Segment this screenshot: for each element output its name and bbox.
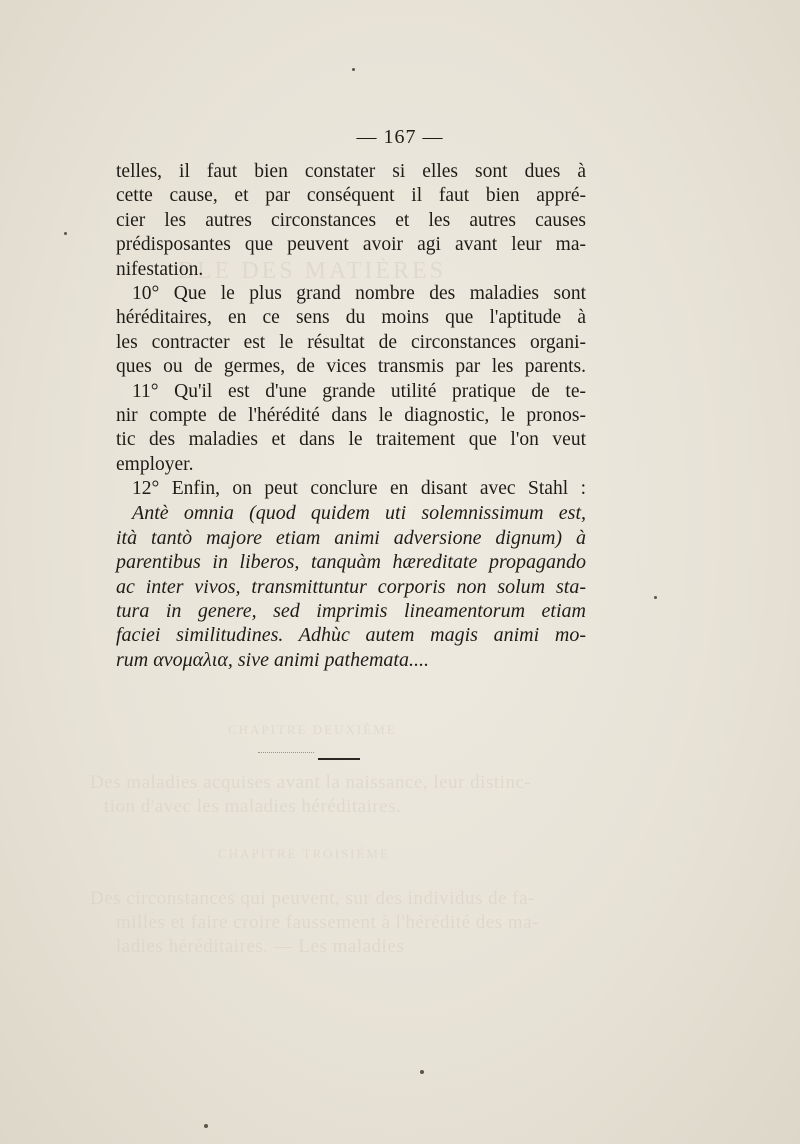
page-number: — 167 — xyxy=(356,126,444,148)
paper-speck xyxy=(352,68,355,71)
show-through-line: tion d'avec les maladies héréditaires. xyxy=(104,796,402,817)
paper-speck xyxy=(654,596,657,599)
paper-speck xyxy=(204,1124,208,1128)
text-line: 10° Que le plus grand nombre des maladies sont xyxy=(132,282,586,304)
paper-speck xyxy=(64,232,67,235)
text-line: nifestation. xyxy=(116,258,204,280)
text-line: 12° Enfin, on peut conclure en disant avec Stahl : xyxy=(132,478,586,500)
text-line: héréditaires, en ce sens du moins que l'aptitude à xyxy=(116,307,586,329)
text-line: nir compte de l'hérédité dans le diagnostic, le pronos- xyxy=(116,404,586,426)
divider-dots xyxy=(258,752,314,753)
text-line: prédisposantes que peuvent avoir agi avant leur ma- xyxy=(116,234,586,256)
text-line: ques ou de germes, de vices transmis par les parents. xyxy=(116,356,586,378)
text-line: 11° Qu'il est d'une grande utilité pratique de te- xyxy=(132,380,586,402)
show-through-line: Des maladies acquises avant la naissance, leur distinc- xyxy=(90,772,532,793)
text-line: les contracter est le résultat de circonstances organi- xyxy=(116,331,586,353)
show-through-line: Des circonstances qui peuvent, sur des individus de fa- xyxy=(90,888,535,909)
show-through-line: ladies héréditaires. — Les maladies xyxy=(116,936,405,957)
text-line: telles, il faut bien constater si elles sont dues à xyxy=(116,161,586,182)
text-line: cier les autres circonstances et les autres causes xyxy=(116,209,586,231)
quotation-line: rum ανομαλια, sive animi pathemata.... xyxy=(116,648,429,671)
text-line: tic des maladies et dans le traitement que l'on veut xyxy=(116,429,586,451)
quotation-line: parentibus in liberos, tanquàm hæreditate propagando xyxy=(116,551,586,574)
quotation-line: ac inter vivos, transmittuntur corporis non solum sta- xyxy=(116,575,586,598)
quotation-line: ità tantò majore etiam animi adversione dignum) à xyxy=(116,526,586,549)
show-through-heading: BLE DES MATIÈRES xyxy=(178,258,447,284)
text-line: employer. xyxy=(116,453,194,475)
body-text xyxy=(116,160,586,672)
paper-speck xyxy=(420,1070,424,1074)
text-line: cette cause, et par conséquent il faut bien appré- xyxy=(116,185,586,207)
quotation-line: tura in genere, sed imprimis lineamentorum etiam xyxy=(116,600,586,623)
quotation-line: Antè omnia (quod quidem uti solemnissimum est, xyxy=(132,502,586,525)
divider-rule xyxy=(318,758,360,760)
show-through-chapter-2: CHAPITRE DEUXIÈME xyxy=(228,722,397,737)
show-through-chapter-3: CHAPITRE TROISIÈME xyxy=(218,846,390,861)
quotation-line: faciei similitudines. Adhùc autem magis animi mo- xyxy=(116,624,586,647)
show-through-line: milles et faire croire faussement à l'hérédité des ma- xyxy=(116,912,539,933)
